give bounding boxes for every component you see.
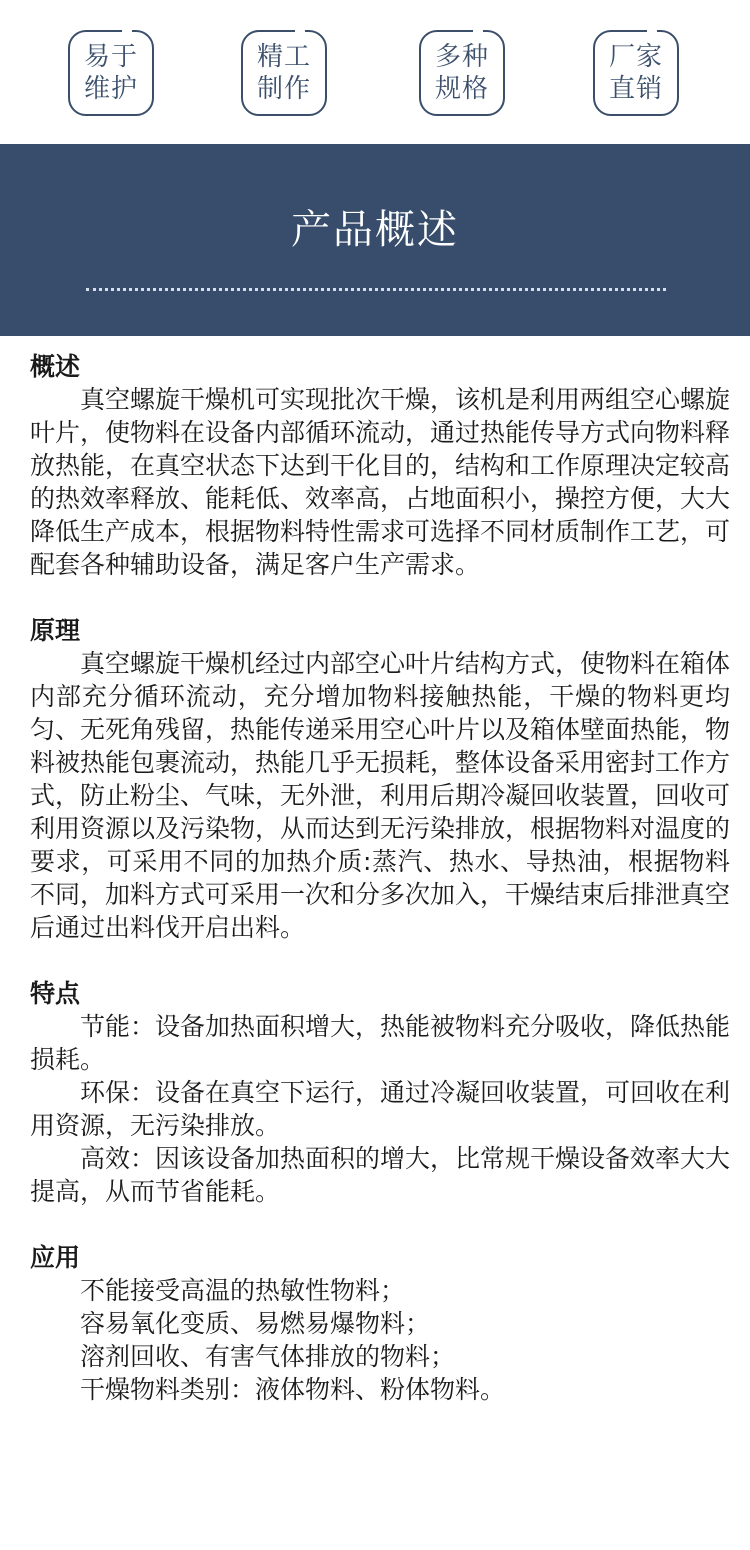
application-item: 干燥物料类别：液体物料、粉体物料。 (80, 1375, 506, 1404)
principle-text: 真空螺旋干燥机经过内部空心叶片结构方式，使物料在箱体内部充分循环流动，充分增加物料接触热能，干燥的物料更均匀、无死角残留，热能传递采用空心叶片以及箱体壁面热能，物料被热能包裹流动，热能几乎无损耗，整体设备采用密封工作方式，防止粉尘、气味，无外泄，利用后期冷凝回收装置，回收可利用资源以及污染物，从而达到无污染排放，根据物料对温度的要求，可采用不同的加热介质:蒸汽、热水、导热油，根据物料不同，加料方式可采用一次和分多次加入，干燥结束后排泄真空后通过出料伐开启出料。 (30, 649, 731, 942)
badge-line: 规格 (434, 74, 489, 104)
application-heading: 应用 (30, 1243, 81, 1272)
feature-badges (0, 0, 750, 144)
features-section (30, 977, 730, 1208)
banner-dotted-divider (86, 288, 666, 291)
badge-line: 厂家 (608, 42, 663, 72)
features-heading: 特点 (30, 979, 81, 1008)
feature-item: 高效：因该设备加热面积的增大，比常规干燥设备效率大大提高，从而节省能耗。 (30, 1144, 731, 1206)
application-item: 不能接受高温的热敏性物料； (80, 1276, 406, 1305)
badge-easy-maintenance (68, 30, 154, 116)
application-item: 溶剂回收、有害气体排放的物料； (80, 1342, 456, 1371)
overview-text: 真空螺旋干燥机可实现批次干燥，该机是利用两组空心螺旋叶片，使物料在设备内部循环流动，通过热能传导方式向物料释放热能，在真空状态下达到干化目的，结构和工作原理决定较高的热效率释放、能耗低、效率高，占地面积小，操控方便，大大降低生产成本，根据物料特性需求可选择不同材质制作工艺，可配套各种辅助设备，满足客户生产需求。 (30, 385, 731, 579)
overview-heading: 概述 (30, 352, 81, 381)
badge-line: 易于 (83, 42, 138, 72)
badge-line: 精工 (256, 42, 311, 72)
application-item: 容易氧化变质、易燃易爆物料； (80, 1309, 431, 1338)
badge-line: 维护 (83, 74, 138, 104)
overview-section (30, 350, 730, 581)
application-section (30, 1241, 730, 1406)
feature-item: 节能：设备加热面积增大，热能被物料充分吸收，降低热能损耗。 (30, 1012, 731, 1074)
badge-factory-direct (593, 30, 679, 116)
feature-item: 环保：设备在真空下运行，通过冷凝回收装置，可回收在利用资源，无污染排放。 (30, 1078, 731, 1140)
badge-multiple-specs (419, 30, 505, 116)
principle-section (30, 614, 730, 944)
badge-line: 多种 (434, 42, 489, 72)
principle-heading: 原理 (30, 616, 81, 645)
badge-line: 直销 (608, 74, 663, 104)
badge-fine-craft (241, 30, 327, 116)
product-description (30, 350, 730, 1439)
banner-title: 产品概述 (291, 207, 459, 253)
badge-line: 制作 (256, 74, 311, 104)
